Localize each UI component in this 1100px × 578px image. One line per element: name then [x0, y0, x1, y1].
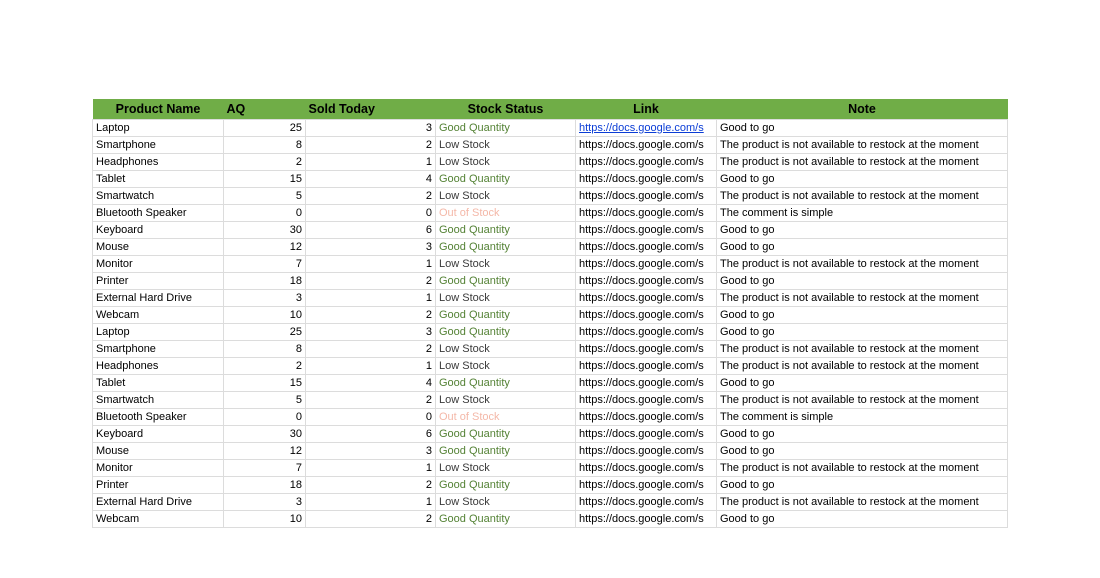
cell-note[interactable]: Good to go: [717, 375, 1008, 392]
table-row: [93, 307, 1008, 324]
cell-sold-today[interactable]: 6: [306, 222, 436, 239]
cell-aq[interactable]: 8: [224, 137, 306, 154]
cell-stock-status[interactable]: Low Stock: [436, 494, 576, 511]
cell-stock-status[interactable]: Good Quantity: [436, 443, 576, 460]
cell-product-name[interactable]: Monitor: [93, 256, 224, 273]
cell-sold-today[interactable]: 3: [306, 443, 436, 460]
cell-aq[interactable]: 18: [224, 273, 306, 290]
cell-link[interactable]: https://docs.google.com/s: [576, 426, 717, 443]
cell-sold-today[interactable]: 4: [306, 171, 436, 188]
cell-stock-status[interactable]: Low Stock: [436, 358, 576, 375]
cell-stock-status[interactable]: Good Quantity: [436, 477, 576, 494]
cell-aq[interactable]: 30: [224, 426, 306, 443]
cell-sold-today[interactable]: 2: [306, 477, 436, 494]
cell-sold-today[interactable]: 1: [306, 460, 436, 477]
cell-note[interactable]: The product is not available to restock at the moment: [717, 290, 1008, 307]
cell-sold-today[interactable]: 2: [306, 392, 436, 409]
cell-note[interactable]: The comment is simple: [717, 409, 1008, 426]
cell-sold-today[interactable]: 2: [306, 137, 436, 154]
cell-aq[interactable]: 0: [224, 409, 306, 426]
header-link[interactable]: Link: [576, 99, 717, 120]
cell-product-name[interactable]: Headphones: [93, 358, 224, 375]
table-row: [93, 409, 1008, 426]
cell-stock-status[interactable]: Out of Stock: [436, 205, 576, 222]
table-row: [93, 392, 1008, 409]
inventory-table: [92, 99, 1008, 528]
cell-link[interactable]: https://docs.google.com/s: [576, 375, 717, 392]
cell-stock-status[interactable]: Good Quantity: [436, 375, 576, 392]
cell-aq[interactable]: 2: [224, 358, 306, 375]
cell-note[interactable]: The product is not available to restock at the moment: [717, 256, 1008, 273]
cell-note[interactable]: Good to go: [717, 307, 1008, 324]
cell-product-name[interactable]: Laptop: [93, 120, 224, 137]
cell-note[interactable]: The product is not available to restock at the moment: [717, 358, 1008, 375]
cell-stock-status[interactable]: Low Stock: [436, 341, 576, 358]
cell-aq[interactable]: 18: [224, 477, 306, 494]
cell-product-name[interactable]: External Hard Drive: [93, 290, 224, 307]
cell-link[interactable]: https://docs.google.com/s: [576, 239, 717, 256]
table-row: [93, 375, 1008, 392]
cell-aq[interactable]: 12: [224, 239, 306, 256]
cell-product-name[interactable]: Tablet: [93, 171, 224, 188]
cell-product-name[interactable]: Monitor: [93, 460, 224, 477]
cell-stock-status[interactable]: Out of Stock: [436, 409, 576, 426]
cell-note[interactable]: Good to go: [717, 120, 1008, 137]
cell-note[interactable]: Good to go: [717, 477, 1008, 494]
cell-link[interactable]: https://docs.google.com/s: [576, 324, 717, 341]
cell-product-name[interactable]: Bluetooth Speaker: [93, 409, 224, 426]
cell-stock-status[interactable]: Low Stock: [436, 137, 576, 154]
header-product-name[interactable]: Product Name: [93, 99, 224, 120]
table-row: [93, 205, 1008, 222]
table-row: [93, 154, 1008, 171]
cell-note[interactable]: The product is not available to restock at the moment: [717, 188, 1008, 205]
table-row: [93, 120, 1008, 137]
cell-sold-today[interactable]: 4: [306, 375, 436, 392]
cell-aq[interactable]: 12: [224, 443, 306, 460]
cell-aq[interactable]: 10: [224, 307, 306, 324]
cell-product-name[interactable]: Keyboard: [93, 222, 224, 239]
cell-link[interactable]: https://docs.google.com/s: [576, 256, 717, 273]
cell-link[interactable]: https://docs.google.com/s: [576, 443, 717, 460]
table-row: [93, 273, 1008, 290]
cell-aq[interactable]: 5: [224, 188, 306, 205]
cell-aq[interactable]: 5: [224, 392, 306, 409]
cell-sold-today[interactable]: 3: [306, 324, 436, 341]
cell-stock-status[interactable]: Good Quantity: [436, 307, 576, 324]
cell-stock-status[interactable]: Low Stock: [436, 392, 576, 409]
cell-sold-today[interactable]: 3: [306, 239, 436, 256]
cell-link[interactable]: https://docs.google.com/s: [576, 477, 717, 494]
cell-product-name[interactable]: Mouse: [93, 239, 224, 256]
cell-link[interactable]: https://docs.google.com/s: [576, 273, 717, 290]
cell-link[interactable]: https://docs.google.com/s: [576, 409, 717, 426]
cell-product-name[interactable]: Printer: [93, 273, 224, 290]
table-row: [93, 494, 1008, 511]
cell-note[interactable]: The product is not available to restock at the moment: [717, 494, 1008, 511]
cell-note[interactable]: Good to go: [717, 426, 1008, 443]
cell-stock-status[interactable]: Good Quantity: [436, 511, 576, 528]
cell-sold-today[interactable]: 2: [306, 188, 436, 205]
table-row: [93, 358, 1008, 375]
cell-aq[interactable]: 10: [224, 511, 306, 528]
header-aq[interactable]: AQ: [224, 99, 306, 120]
header-note[interactable]: Note: [717, 99, 1008, 120]
cell-sold-today[interactable]: 0: [306, 409, 436, 426]
table-row: [93, 171, 1008, 188]
cell-sold-today[interactable]: 6: [306, 426, 436, 443]
cell-product-name[interactable]: Tablet: [93, 375, 224, 392]
cell-sold-today[interactable]: 2: [306, 341, 436, 358]
cell-sold-today[interactable]: 1: [306, 154, 436, 171]
cell-aq[interactable]: 25: [224, 120, 306, 137]
table-row: [93, 443, 1008, 460]
cell-product-name[interactable]: Keyboard: [93, 426, 224, 443]
cell-sold-today[interactable]: 2: [306, 511, 436, 528]
cell-link[interactable]: https://docs.google.com/s: [576, 137, 717, 154]
cell-sold-today[interactable]: 2: [306, 307, 436, 324]
cell-product-name[interactable]: Bluetooth Speaker: [93, 205, 224, 222]
table-row: [93, 290, 1008, 307]
cell-link[interactable]: https://docs.google.com/s: [576, 290, 717, 307]
cell-stock-status[interactable]: Good Quantity: [436, 426, 576, 443]
cell-product-name[interactable]: Webcam: [93, 307, 224, 324]
cell-product-name[interactable]: Laptop: [93, 324, 224, 341]
cell-stock-status[interactable]: Good Quantity: [436, 239, 576, 256]
header-row: [93, 99, 1008, 120]
cell-aq[interactable]: 30: [224, 222, 306, 239]
table-row: [93, 239, 1008, 256]
cell-stock-status[interactable]: Good Quantity: [436, 222, 576, 239]
cell-aq[interactable]: 3: [224, 290, 306, 307]
cell-product-name[interactable]: Smartphone: [93, 137, 224, 154]
cell-link[interactable]: https://docs.google.com/s: [576, 494, 717, 511]
cell-link[interactable]: https://docs.google.com/s: [576, 154, 717, 171]
cell-sold-today[interactable]: 1: [306, 290, 436, 307]
cell-note[interactable]: Good to go: [717, 443, 1008, 460]
cell-sold-today[interactable]: 1: [306, 358, 436, 375]
cell-stock-status[interactable]: Good Quantity: [436, 273, 576, 290]
cell-sold-today[interactable]: 3: [306, 120, 436, 137]
cell-aq[interactable]: 7: [224, 460, 306, 477]
cell-link[interactable]: https://docs.google.com/s: [576, 358, 717, 375]
cell-sold-today[interactable]: 1: [306, 494, 436, 511]
header-stock-status[interactable]: Stock Status: [436, 99, 576, 120]
table-row: [93, 324, 1008, 341]
cell-stock-status[interactable]: Low Stock: [436, 256, 576, 273]
cell-aq[interactable]: 0: [224, 205, 306, 222]
table-row: [93, 511, 1008, 528]
cell-stock-status[interactable]: Good Quantity: [436, 171, 576, 188]
cell-aq[interactable]: 7: [224, 256, 306, 273]
cell-note[interactable]: The product is not available to restock at the moment: [717, 460, 1008, 477]
cell-stock-status[interactable]: Low Stock: [436, 154, 576, 171]
cell-product-name[interactable]: Smartwatch: [93, 392, 224, 409]
cell-note[interactable]: Good to go: [717, 171, 1008, 188]
cell-link[interactable]: https://docs.google.com/s: [576, 307, 717, 324]
cell-note[interactable]: The product is not available to restock at the moment: [717, 341, 1008, 358]
table-row: [93, 477, 1008, 494]
hyperlink[interactable]: https://docs.google.com/s: [579, 121, 704, 134]
cell-link[interactable]: https://docs.google.com/s: [576, 341, 717, 358]
cell-note[interactable]: Good to go: [717, 511, 1008, 528]
cell-product-name[interactable]: Printer: [93, 477, 224, 494]
table-row: [93, 341, 1008, 358]
cell-aq[interactable]: 15: [224, 375, 306, 392]
cell-aq[interactable]: 3: [224, 494, 306, 511]
cell-stock-status[interactable]: Good Quantity: [436, 120, 576, 137]
cell-stock-status[interactable]: Good Quantity: [436, 324, 576, 341]
table-row: [93, 256, 1008, 273]
cell-note[interactable]: Good to go: [717, 324, 1008, 341]
cell-link[interactable]: https://docs.google.com/s: [576, 511, 717, 528]
cell-product-name[interactable]: Mouse: [93, 443, 224, 460]
cell-link[interactable]: https://docs.google.com/s: [576, 460, 717, 477]
cell-stock-status[interactable]: Low Stock: [436, 188, 576, 205]
cell-note[interactable]: Good to go: [717, 273, 1008, 290]
cell-stock-status[interactable]: Low Stock: [436, 460, 576, 477]
cell-sold-today[interactable]: 2: [306, 273, 436, 290]
cell-product-name[interactable]: Smartphone: [93, 341, 224, 358]
table-row: [93, 460, 1008, 477]
cell-note[interactable]: The product is not available to restock at the moment: [717, 154, 1008, 171]
table-row: [93, 426, 1008, 443]
cell-note[interactable]: The product is not available to restock at the moment: [717, 137, 1008, 154]
cell-link[interactable]: [576, 120, 717, 137]
cell-link[interactable]: https://docs.google.com/s: [576, 171, 717, 188]
cell-note[interactable]: The product is not available to restock at the moment: [717, 392, 1008, 409]
cell-aq[interactable]: 2: [224, 154, 306, 171]
cell-sold-today[interactable]: 0: [306, 205, 436, 222]
cell-product-name[interactable]: Webcam: [93, 511, 224, 528]
cell-link[interactable]: https://docs.google.com/s: [576, 222, 717, 239]
cell-link[interactable]: https://docs.google.com/s: [576, 188, 717, 205]
cell-aq[interactable]: 25: [224, 324, 306, 341]
cell-note[interactable]: Good to go: [717, 239, 1008, 256]
cell-aq[interactable]: 8: [224, 341, 306, 358]
cell-sold-today[interactable]: 1: [306, 256, 436, 273]
cell-product-name[interactable]: Smartwatch: [93, 188, 224, 205]
cell-note[interactable]: Good to go: [717, 222, 1008, 239]
cell-product-name[interactable]: External Hard Drive: [93, 494, 224, 511]
header-sold-today[interactable]: Sold Today: [306, 99, 436, 120]
table-row: [93, 137, 1008, 154]
cell-link[interactable]: https://docs.google.com/s: [576, 205, 717, 222]
table-row: [93, 222, 1008, 239]
cell-note[interactable]: The comment is simple: [717, 205, 1008, 222]
cell-link[interactable]: https://docs.google.com/s: [576, 392, 717, 409]
table-row: [93, 188, 1008, 205]
cell-aq[interactable]: 15: [224, 171, 306, 188]
cell-product-name[interactable]: Headphones: [93, 154, 224, 171]
cell-stock-status[interactable]: Low Stock: [436, 290, 576, 307]
